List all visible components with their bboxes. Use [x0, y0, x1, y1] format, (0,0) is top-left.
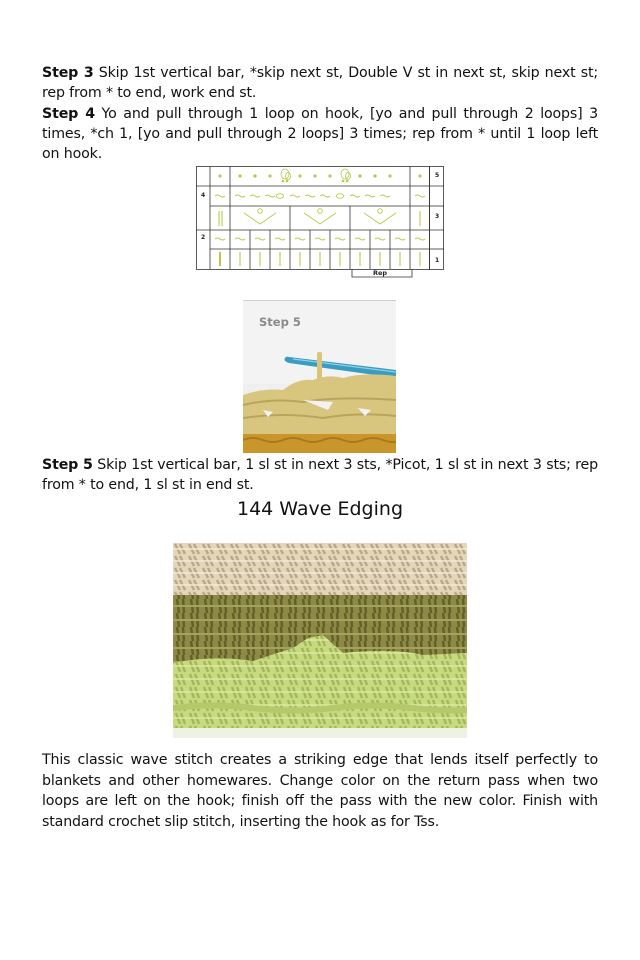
row-label-3: 3 — [435, 213, 440, 220]
wave-edging-swatch — [173, 543, 467, 738]
stitch-chart-grid — [196, 166, 444, 278]
step-5-photo-caption: Step 5 — [259, 315, 301, 329]
row-label-4: 4 — [201, 192, 206, 199]
step-3-instruction — [42, 63, 598, 103]
step-3-text: Skip 1st vertical bar, *skip next st, Double V st in next st, skip next st; rep from * to end, work end st. — [42, 65, 598, 101]
step-5-label: Step 5 — [42, 457, 93, 473]
wave-edging-photo — [173, 543, 467, 738]
row-label-5: 5 — [435, 172, 440, 179]
step-4-text: Yo and pull through 1 loop on hook, [yo and pull through 2 loops] 3 times, *ch 1, [yo and pull through 2 loops] 3 times; rep from * until 1 loop left on hook. — [42, 106, 598, 162]
section-title: 144 Wave Edging — [237, 498, 403, 520]
repeat-label: Rep — [373, 269, 388, 277]
step-5-instruction — [42, 455, 598, 495]
step-3-label: Step 3 — [42, 65, 94, 81]
step-5-photo — [243, 300, 396, 453]
step-4-instruction — [42, 104, 598, 164]
row-label-1: 1 — [435, 257, 440, 264]
step-5-text: Skip 1st vertical bar, 1 sl st in next 3 sts, *Picot, 1 sl st in next 3 sts; rep from * to end, 1 sl st in end st. — [42, 457, 598, 493]
crochet-hook-illustration — [243, 300, 396, 453]
pattern-description: This classic wave stitch creates a striking edge that lends itself perfectly to blankets and other homewares. Change color on the return pass when two loops are left on the hook; finish off the pass with the new color. Finish with standard crochet slip stitch, inserting the hook as for Tss. — [42, 752, 598, 830]
step-4-label: Step 4 — [42, 106, 95, 122]
stitch-chart — [196, 166, 444, 278]
row-label-2: 2 — [201, 234, 206, 241]
